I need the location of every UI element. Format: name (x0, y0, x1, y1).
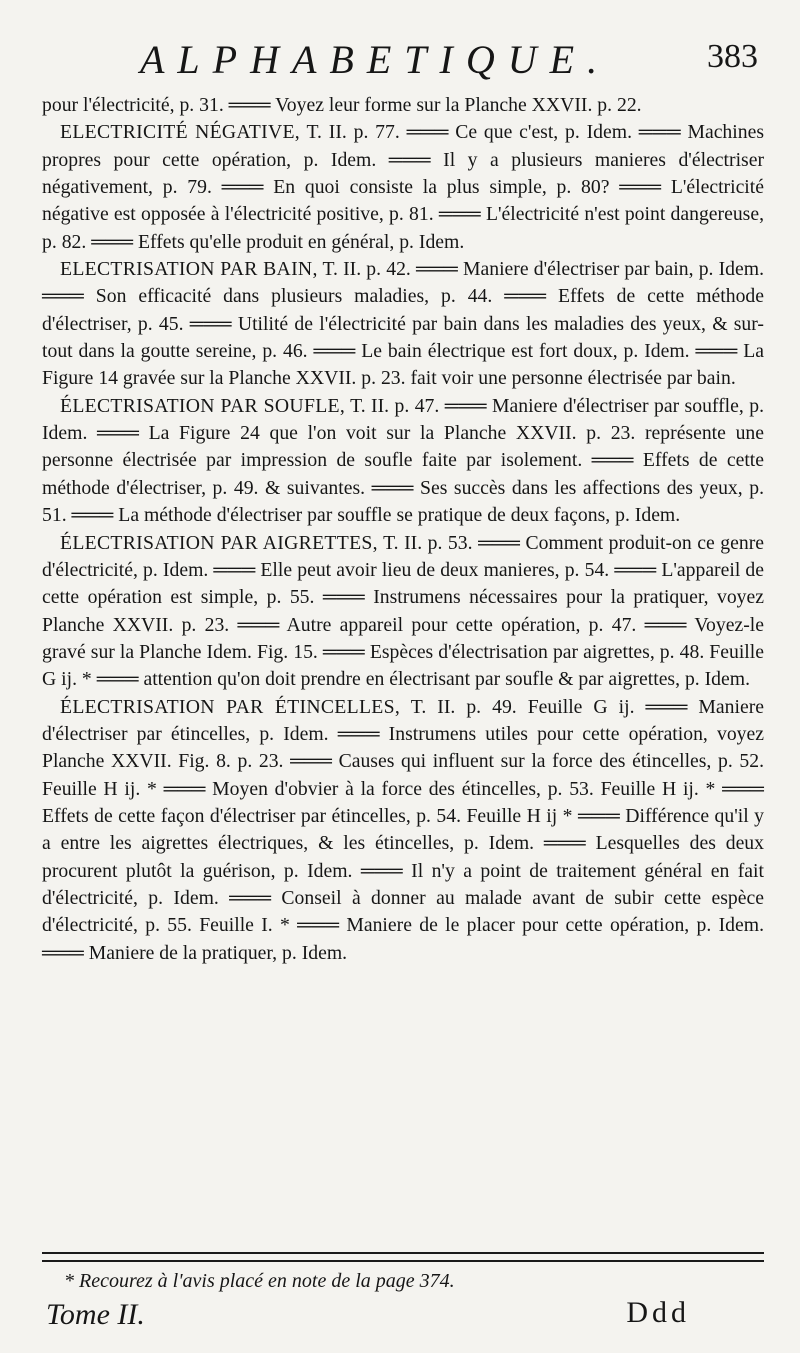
running-title: ALPHABETIQUE. (140, 37, 611, 82)
entry-text: T. II. p. 42. ═══ Maniere d'électriser par bain, p. Idem. ═══ Son efficacité dans plusieurs maladies, p. 44. ═══ Effets de cette méthode d'électriser, p. 45. ═══ Utilité de l'électricité par bain dans les maladies des yeux, & sur-tout dans la goutte sereine, p. 46. ═══ Le bain électrique est fort doux, p. Idem. ═══ La Figure 14 gravée sur la Planche XXVII. p. 23. fait voir une personne électrisée par bain. (42, 258, 764, 390)
entry-heading: ÉLECTRISATION PAR ÉTINCELLES, (60, 695, 401, 718)
index-entry (42, 92, 764, 119)
index-entry (42, 393, 764, 530)
entry-text: T. II. p. 77. ═══ Ce que c'est, p. Idem. ═══ Machines propres pour cette opération, p. Idem. ═══ Il y a plusieurs manieres d'électriser négativement, p. 79. ═══ En quoi consiste la plus simple, p. 80? ═══ L'électricité négative est opposée à l'électricité positive, p. 81. ═══ L'électricité n'est point dangereuse, p. 82. ═══ Effets qu'elle produit en général, p. Idem. (42, 121, 764, 253)
page-number: 383 (707, 38, 758, 75)
entry-heading: ELECTRISATION PAR BAIN, (60, 258, 318, 281)
entry-text: T. II. p. 47. ═══ Maniere d'électriser par souffle, p. Idem. ═══ La Figure 24 que l'on voit sur la Planche XXVII. p. 23. représente une personne électrisée par impression de soufle faite par isolement. ═══ Effets de cette méthode d'électriser, p. 49. & suivantes. ═══ Ses succès dans les affections des yeux, p. 51. ═══ La méthode d'électriser par souffle se pratique de deux façons, p. Idem. (42, 394, 764, 527)
signature-mark: Ddd (626, 1296, 690, 1329)
index-entry (42, 256, 764, 393)
volume-label: Tome II. (46, 1298, 145, 1331)
entry-text: T. II. p. 53. ═══ Comment produit-on ce genre d'électricité, p. Idem. ═══ Elle peut avoir lieu de deux manieres, p. 54. ═══ L'appareil de cette opération est simple, p. 55. ═══ Instrumens nécessaires pour la pratiquer, voyez Planche XXVII. p. 23. ═══ Autre appareil pour cette opération, p. 47. ═══ Voyez-le gravé sur la Planche Idem. Fig. 15. ═══ Espèces d'électrisation par aigrettes, p. 48. Feuille G ij. * ═══ attention qu'on doit prendre en électrisant par soufle & par aigrettes, p. Idem. (42, 531, 764, 691)
entry-text: pour l'électricité, p. 31. ═══ Voyez leur forme sur la Planche XXVII. p. 22. (42, 94, 642, 116)
double-rule-divider (42, 1252, 764, 1262)
entry-text: T. II. p. 49. Feuille G ij. ═══ Maniere d'électriser par étincelles, p. Idem. ═══ Instrumens utiles pour cette opération, voyez Planche XXVII. Fig. 8. p. 23. ═══ Causes qui influent sur la force des étincelles, p. 52. Feuille H ij. * ═══ Moyen d'obvier à la force des étincelles, p. 53. Feuille H ij. * ═══ Effets de cette façon d'électriser par étincelles, p. 54. Feuille H ij * ═══ Différence qu'il y a entre les aigrettes électriques, & les étincelles, p. Idem. ═══ Lesquelles des deux procurent plutôt la guérison, p. Idem. ═══ Il n'y a point de traitement général en fait d'électricité, p. Idem. ═══ Conseil à donner au malade avant de subir cette espèce d'électricité, p. 55. Feuille I. * ═══ Maniere de le placer pour cette opération, p. Idem. ═══ Maniere de la pratiquer, p. Idem. (42, 695, 765, 964)
entry-heading: ÉLECTRISATION PAR SOUFLE, (60, 394, 346, 417)
index-entry (42, 694, 764, 967)
index-body (42, 92, 764, 967)
entry-heading: ÉLECTRISATION PAR AIGRETTES, (60, 531, 378, 554)
page-header (40, 30, 758, 86)
index-entry (42, 530, 764, 694)
footnote: * Recourez à l'avis placé en note de la page 374. (64, 1270, 455, 1292)
entry-heading: ELECTRICITÉ NÉGATIVE, (60, 121, 301, 144)
index-entry (42, 119, 764, 256)
